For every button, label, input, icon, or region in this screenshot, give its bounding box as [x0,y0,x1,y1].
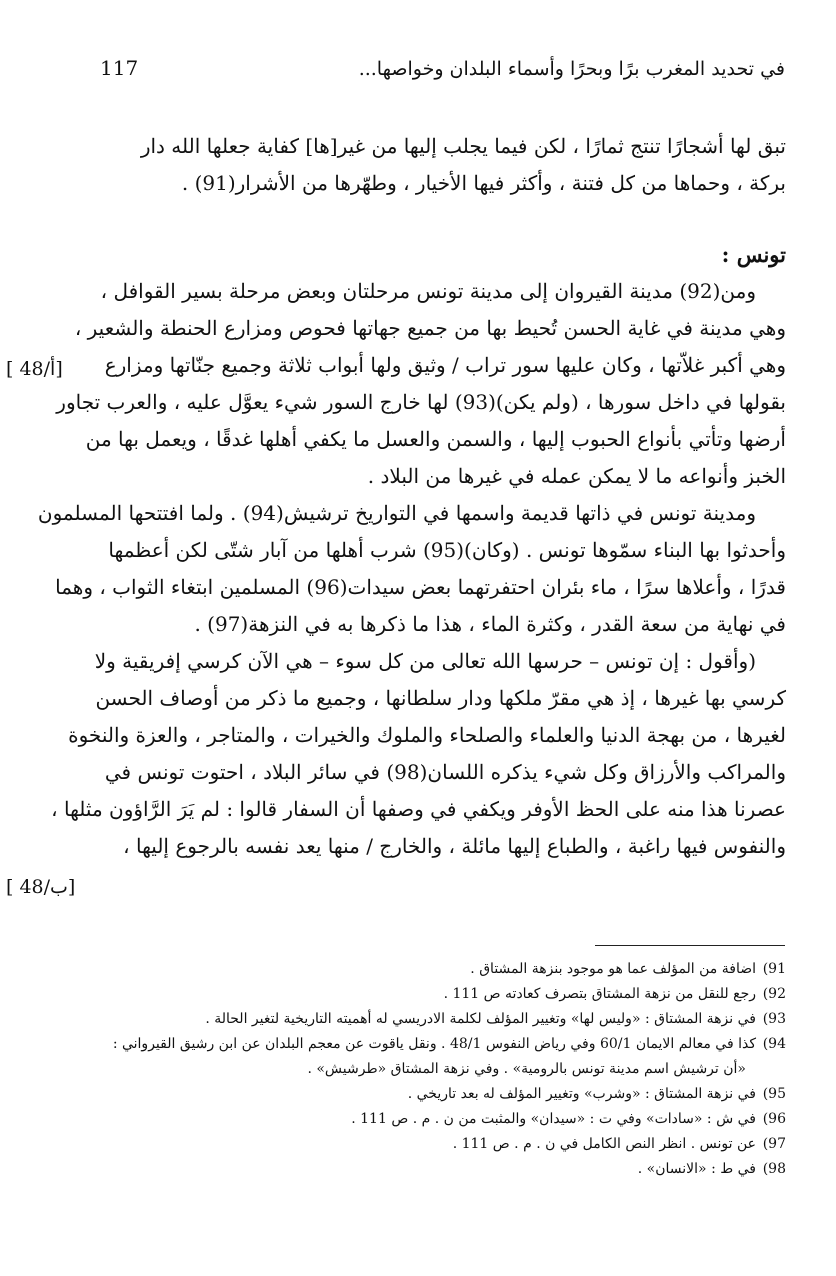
text-line: الخبز وأنواعه ما لا يمكن عمله في غيرها من البلاد . [367,464,786,488]
text-line: في نهاية من سعة القدر ، وكثرة الماء ، هذا ما ذكرها به في النزهة(97) . [194,612,786,636]
main-text [37,128,786,865]
folio-marker: [ 48/ب] [6,876,76,898]
text-line: وهي أكبر غلاّتها ، وكان عليها سور تراب / وثيق ولها أبواب ثلاثة وجميع جنّاتها ومزارع [104,353,786,377]
footnote-number: 94) [762,1036,786,1052]
text-line: (وأقول : إن تونس – حرسها الله تعالى من كل سوء – هي الآن كرسي إفريقية ولا [94,649,756,673]
footnote-number: 91) [762,961,786,977]
text-line: والمراكب والأرزاق وكل شيء يذكره اللسان(98) في سائر البلاد ، احتوت تونس في [104,760,786,784]
footnote-number: 96) [762,1111,786,1127]
footnote-text: في نزهة المشتاق : «وشرب» وتغيير المؤلف له بعد تاريخي . [407,1086,756,1102]
footnote-text: اضافة من المؤلف عما هو موجود بنزهة المشتاق . [470,961,756,977]
section-gap [98,202,786,236]
footnote-text: في ش : «سادات» وفي ت : «سيدان» والمثبت من ن . م . ص 111 . [351,1111,756,1127]
text-line: وأحدثوا بها البناء سمّوها تونس . (وكان)(95) شرب أهلها من آبار شتّى لكن أعظمها [108,538,786,562]
footnote-divider [595,945,785,946]
text-line: قدرًا ، وأعلاها سرًا ، ماء بئران احتفرتهما بعض سيدات(96) المسلمين ابتغاء الثواب ، وهما [55,575,786,599]
footnote-number: 92) [762,986,786,1002]
folio-marker: [ 48/أ] [6,358,63,380]
footnote-text: رجع للنقل من نزهة المشتاق بتصرف كعادته ص 111 . [443,986,756,1002]
footnote [98,1007,786,1032]
page-header [95,50,785,90]
section-heading: تونس : [721,242,786,267]
page-number: 117 [100,56,139,80]
footnote-text: في ط : «الانسان» . [637,1161,756,1177]
footnotes [98,957,786,1182]
footnote [98,1082,786,1107]
footnote-number: 93) [762,1011,786,1027]
footnote [98,1157,786,1182]
text-line: ومن(92) مدينة القيروان إلى مدينة تونس مرحلتان وبعض مرحلة بسير القوافل ، [100,279,756,303]
footnote-number: 97) [762,1136,786,1152]
text-line: والنفوس فيها راغبة ، والطباع إليها مائلة ، والخارج / منها يعد نفسه بالرجوع إليها ، [123,834,786,858]
text-line: أرضها وتأتي بأنواع الحبوب إليها ، والسمن والعسل ما يكفي أهلها غدقًا ، ويعمل بها من [85,427,786,451]
text-line: بركة ، وحماها من كل فتنة ، وأكثر فيها الأخيار ، وطهّرها من الأشرار(91) . [181,171,786,195]
footnote-text: «أن ترشيش اسم مدينة تونس بالرومية» . وفي نزهة المشتاق «طرشيش» . [307,1061,746,1077]
text-line: وهي مدينة في غاية الحسن تُحيط بها من جميع جهاتها فحوص ومزارع الحنطة والشعير ، [74,316,786,340]
footnote [98,1032,786,1057]
text-line: كرسي بها غيرها ، إذ هي مقرّ ملكها ودار سلطانها ، وجميع ما ذكر من أوصاف الحسن [95,686,786,710]
footnote-text: كذا في معالم الايمان 60/1 وفي رياض النفوس 48/1 . ونقل ياقوت عن معجم البلدان عن ابن رشيق القيرواني : [112,1036,756,1052]
footnote [98,957,786,982]
footnote [98,1132,786,1157]
text-line: تبق لها أشجارًا تنتج ثمارًا ، لكن فيما يجلب إليها من غير[ها] كفاية جعلها الله دار [140,134,786,158]
text-line: بقولها في داخل سورها ، (ولم يكن)(93) لها خارج السور شيء يعوَّل عليه ، والعرب تجاور [56,390,786,414]
footnote-number: 98) [762,1161,786,1177]
footnote-number: 95) [762,1086,786,1102]
footnote-text: في نزهة المشتاق : «وليس لها» وتغيير المؤلف لكلمة الادريسي له أهميته التاريخية لتغير الحالة . [205,1011,756,1027]
text-line: لغيرها ، من بهجة الدنيا والعلماء والصلحاء والملوك والخيرات ، والمتاجر ، والعزة والنخوة [68,723,786,747]
text-line: ومدينة تونس في ذاتها قديمة واسمها في التواريخ ترشيش(94) . ولما افتتحها المسلمون [37,501,756,525]
footnote [98,1107,786,1132]
running-title: في تحديد المغرب برًا وبحرًا وأسماء البلدان وخواصها... [358,58,785,80]
footnote-text: عن تونس . انظر النص الكامل في ن . م . ص 111 . [452,1136,756,1152]
text-line: عصرنا هذا منه على الحظ الأوفر ويكفي في وصفها أن السفار قالوا : لم يَرَ الرَّاؤون مثلها ، [51,797,786,821]
footnote-continuation [98,1057,786,1082]
footnote [98,982,786,1007]
